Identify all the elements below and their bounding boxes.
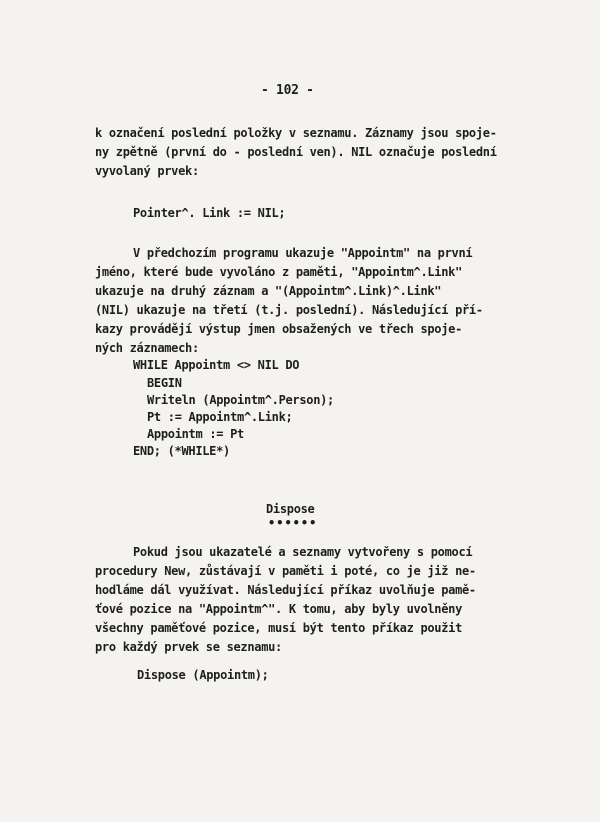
paragraph-2-line-5: kazy provádějí výstup jmen obsažených ve třech spoje- <box>95 322 463 336</box>
code-begin-line: BEGIN <box>147 376 182 390</box>
paragraph-2-line-3: ukazuje na druhý záznam a "(Appointm^.Link)^.Link" <box>95 284 442 298</box>
code-writeln-line: Writeln (Appointm^.Person); <box>147 393 334 407</box>
paragraph-2-line-2: jméno, které bude vyvoláno z paměti, "Appointm^.Link" <box>95 265 463 279</box>
code-line-pointer-link: Pointer^. Link := NIL; <box>133 206 286 220</box>
paragraph-1-line-3: vyvolaný prvek: <box>95 164 199 178</box>
paragraph-2-line-1: V předchozím programu ukazuje "Appointm" na první <box>133 246 473 260</box>
paragraph-2-line-6: ných záznamech: <box>95 341 199 355</box>
paragraph-3-line-2: procedury New, zůstávají v paměti i poté, co je již ne- <box>95 564 476 578</box>
page-number: - 102 - <box>261 83 314 98</box>
paragraph-3-line-3: hodláme dál využívat. Následující příkaz uvolňuje pamě- <box>95 583 476 597</box>
code-pt-assign-line: Pt := Appointm^.Link; <box>147 410 293 424</box>
code-appointm-assign-line: Appointm := Pt <box>147 427 244 441</box>
code-while-line: WHILE Appointm <> NIL DO <box>133 358 300 372</box>
code-dispose-line: Dispose (Appointm); <box>137 668 269 682</box>
section-heading-underline: •••••• <box>268 516 318 530</box>
paragraph-3-line-4: ťové pozice na "Appointm^". K tomu, aby byly uvolněny <box>95 602 463 616</box>
paragraph-2-line-4: (NIL) ukazuje na třetí (t.j. poslední). Následující pří- <box>95 303 483 317</box>
paragraph-3-line-5: všechny paměťové pozice, musí být tento příkaz použit <box>95 621 463 635</box>
paragraph-3-line-6: pro každý prvek se seznamu: <box>95 640 282 654</box>
section-heading-dispose: Dispose <box>266 502 315 516</box>
code-end-line: END; (*WHILE*) <box>133 444 230 458</box>
paragraph-1-line-1: k označení poslední položky v seznamu. Záznamy jsou spoje- <box>95 126 497 140</box>
paragraph-1-line-2: ny zpětně (první do - poslední ven). NIL označuje poslední <box>95 145 497 159</box>
paragraph-3-line-1: Pokud jsou ukazatelé a seznamy vytvořeny s pomocí <box>133 545 473 559</box>
